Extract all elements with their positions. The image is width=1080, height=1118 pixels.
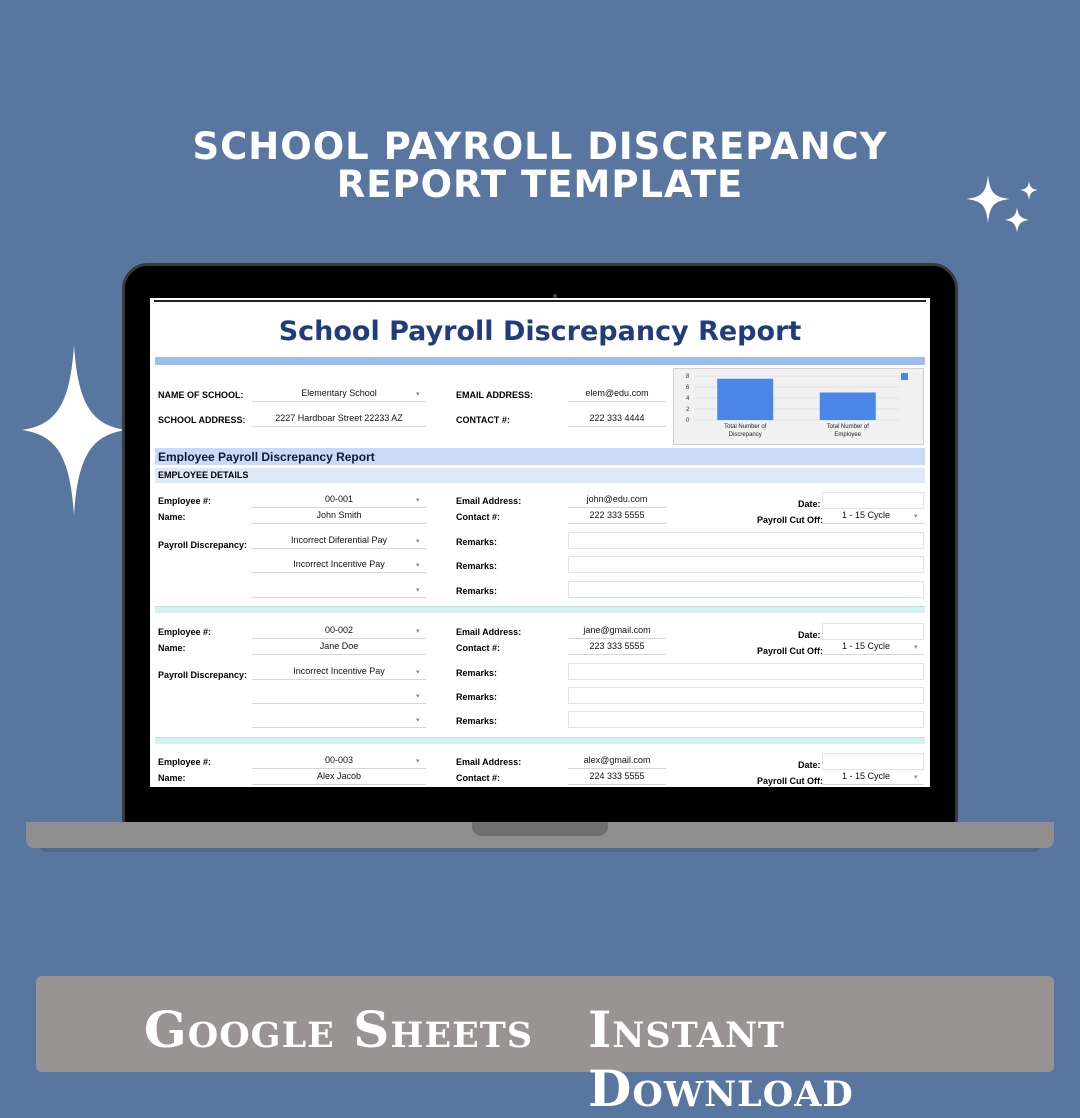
remarks-label: Remarks: [456, 668, 498, 678]
name-label: Name: [158, 512, 186, 522]
chart-y-tick: 4 [686, 396, 690, 402]
dropdown-arrow-icon[interactable]: ▾ [416, 587, 420, 594]
school-contact-label: CONTACT #: [456, 415, 510, 425]
email-field[interactable]: jane@gmail.com [568, 623, 666, 639]
cutoff-field[interactable]: 1 - 15 Cycle [822, 769, 924, 785]
employee-no-field[interactable]: 00-001 [252, 492, 426, 508]
title-band [155, 357, 925, 365]
chart-x-label: Employee [834, 432, 862, 438]
remarks-label: Remarks: [456, 716, 498, 726]
employee-no-field[interactable]: 00-003 [252, 753, 426, 769]
summary-chart [673, 368, 924, 445]
employee-no-label: Employee #: [158, 757, 212, 767]
discrepancy-field[interactable] [252, 712, 426, 728]
promo-title-line2: REPORT TEMPLATE [336, 163, 744, 206]
laptop-notch [472, 822, 608, 836]
email-label: Email Address: [456, 627, 522, 637]
school-email-label: EMAIL ADDRESS: [456, 390, 534, 400]
chart-x-label: Total Number of [724, 424, 767, 430]
school-contact-field[interactable]: 222 333 4444 [568, 411, 666, 427]
dropdown-arrow-icon[interactable]: ▾ [914, 644, 918, 651]
name-label: Name: [158, 643, 186, 653]
name-label: Name: [158, 773, 186, 783]
dropdown-arrow-icon[interactable]: ▾ [416, 758, 420, 765]
contact-field[interactable]: 223 333 5555 [568, 639, 666, 655]
dropdown-arrow-icon[interactable]: ▾ [416, 669, 420, 676]
chart-y-tick: 0 [686, 418, 690, 424]
school-address-label: SCHOOL ADDRESS: [158, 415, 246, 425]
contact-label: Contact #: [456, 512, 501, 522]
remarks-label: Remarks: [456, 561, 498, 571]
summary-chart-svg [674, 369, 925, 446]
date-label: Date: [798, 499, 821, 509]
discrepancy-field[interactable] [252, 582, 426, 598]
discrepancy-field[interactable]: Incorrect Diferential Pay [252, 533, 426, 549]
remarks-field[interactable] [568, 532, 924, 549]
top-border [154, 300, 926, 302]
employee-no-label: Employee #: [158, 627, 212, 637]
cutoff-label: Payroll Cut Off: [757, 646, 824, 656]
promo-title [0, 125, 1080, 206]
subsection-header [155, 468, 925, 483]
chart-legend-swatch [901, 373, 908, 380]
chart-y-tick: 2 [686, 407, 690, 413]
cutoff-field[interactable]: 1 - 15 Cycle [822, 639, 924, 655]
sparkle-cluster-icon [966, 175, 1041, 237]
sheet-title: School Payroll Discrepancy Report [278, 316, 802, 347]
bottom-banner [36, 976, 1054, 1118]
dropdown-arrow-icon[interactable]: ▾ [914, 774, 918, 781]
section-header [155, 448, 925, 465]
dropdown-arrow-icon[interactable]: ▾ [416, 391, 420, 398]
payroll-discrepancy-label: Payroll Discrepancy: [158, 540, 248, 550]
date-field[interactable] [822, 623, 924, 640]
email-label: Email Address: [456, 496, 522, 506]
discrepancy-field[interactable] [252, 688, 426, 704]
dropdown-arrow-icon[interactable]: ▾ [416, 497, 420, 504]
remarks-label: Remarks: [456, 537, 498, 547]
date-label: Date: [798, 760, 821, 770]
employee-separator [155, 606, 925, 613]
date-field[interactable] [822, 492, 924, 509]
chart-x-label: Discrepancy [728, 432, 762, 438]
dropdown-arrow-icon[interactable]: ▾ [416, 693, 420, 700]
dropdown-arrow-icon[interactable]: ▾ [914, 513, 918, 520]
employee-no-label: Employee #: [158, 496, 212, 506]
remarks-field[interactable] [568, 711, 924, 728]
email-field[interactable]: alex@gmail.com [568, 753, 666, 769]
email-field[interactable]: john@edu.com [568, 492, 666, 508]
remarks-field[interactable] [568, 687, 924, 704]
contact-label: Contact #: [456, 643, 501, 653]
chart-y-tick: 8 [686, 374, 690, 380]
remarks-field[interactable] [568, 556, 924, 573]
chart-y-tick: 6 [686, 385, 690, 391]
promo-title-line1: SCHOOL PAYROLL DISCREPANCY [192, 125, 888, 168]
name-field[interactable]: Alex Jacob [252, 769, 426, 785]
dropdown-arrow-icon[interactable]: ▾ [416, 538, 420, 545]
chart-x-label: Total Number of [826, 424, 869, 430]
contact-field[interactable]: 224 333 5555 [568, 769, 666, 785]
dropdown-arrow-icon[interactable]: ▾ [416, 628, 420, 635]
large-sparkle-icon [22, 345, 126, 515]
school-name-field[interactable]: Elementary School [252, 386, 426, 402]
dropdown-arrow-icon[interactable]: ▾ [416, 562, 420, 569]
discrepancy-field[interactable]: Incorrect Incentive Pay [252, 557, 426, 573]
discrepancy-field[interactable]: Incorrect Incentive Pay [252, 664, 426, 680]
contact-field[interactable]: 222 333 5555 [568, 508, 666, 524]
cutoff-field[interactable]: 1 - 15 Cycle [822, 508, 924, 524]
date-field[interactable] [822, 753, 924, 770]
dropdown-arrow-icon[interactable]: ▾ [416, 717, 420, 724]
cutoff-label: Payroll Cut Off: [757, 776, 824, 786]
date-label: Date: [798, 630, 821, 640]
employee-separator [155, 737, 925, 744]
school-email-field[interactable]: elem@edu.com [568, 386, 666, 402]
remarks-label: Remarks: [456, 692, 498, 702]
cutoff-label: Payroll Cut Off: [757, 515, 824, 525]
contact-label: Contact #: [456, 773, 501, 783]
chart-bar [820, 393, 876, 421]
remarks-label: Remarks: [456, 586, 498, 596]
remarks-field[interactable] [568, 581, 924, 598]
google-sheets-label: Google Sheets [144, 1000, 534, 1059]
chart-bar [717, 379, 773, 420]
remarks-field[interactable] [568, 663, 924, 680]
school-address-field[interactable]: 2227 Hardboar Street 22233 AZ [252, 411, 426, 427]
email-label: Email Address: [456, 757, 522, 767]
spreadsheet-screen [150, 298, 930, 787]
name-field[interactable]: Jane Doe [252, 639, 426, 655]
subsection-title: EMPLOYEE DETAILS [158, 470, 249, 480]
school-name-label: NAME OF SCHOOL: [158, 390, 244, 400]
employee-no-field[interactable]: 00-002 [252, 623, 426, 639]
name-field[interactable]: John Smith [252, 508, 426, 524]
payroll-discrepancy-label: Payroll Discrepancy: [158, 670, 248, 680]
section-title: Employee Payroll Discrepancy Report [158, 450, 375, 464]
instant-download-label: Instant Download [588, 1000, 854, 1118]
